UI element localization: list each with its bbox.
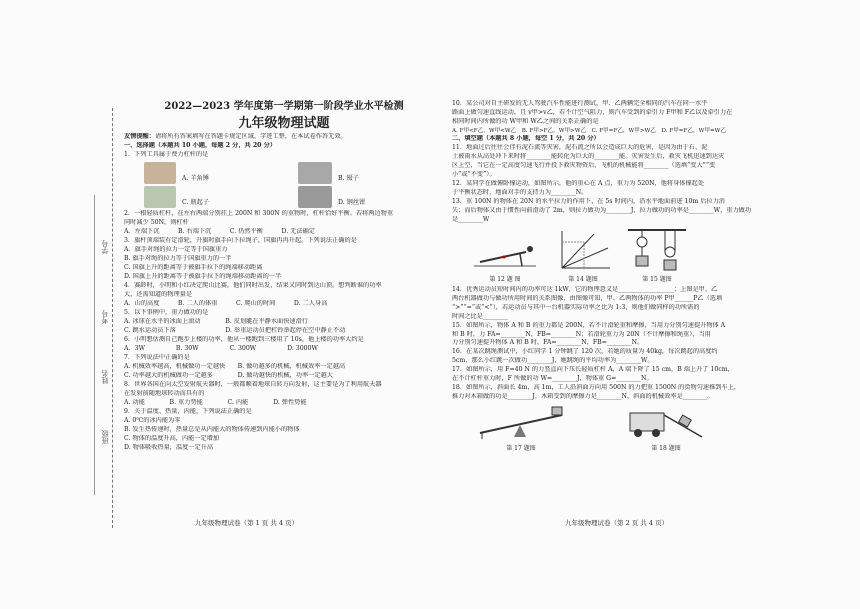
q14-line1: 14．优秀运动员短时间内的功率可达 1kW，它的物理意义是__________________；上图是甲、乙	[452, 285, 718, 293]
q11-line2: 土被雨水从高处冲下来时将________能转化为巨大的________能。灾害发生后，救灾飞机迅速到达灾	[452, 153, 725, 161]
footer-page-2: 九年级物理试卷（第 2 页 共 4 页）	[565, 519, 669, 527]
q1-option-c: C. 瓶起子	[182, 199, 210, 207]
caption-17: 第 17 题图	[506, 445, 536, 453]
figure-18	[626, 405, 706, 454]
q8-options: A. 动能 B. 重力势能 C. 内能 D. 弹性势能	[124, 398, 307, 406]
binding-label-xuehao: 学号	[101, 240, 109, 254]
figure-17	[476, 405, 566, 454]
q16-line2: 5cm，那么小红跳一次做功________J，她跳绳的平均功率为________W。	[452, 357, 654, 365]
incline-truck-figure	[626, 405, 706, 441]
q15-line3: 力分别匀速提升物体 A 和 B 时，FA=________N，FB=________N。	[452, 339, 644, 347]
q2-stem-cont: 同时减少 50N，则杠杆	[124, 219, 189, 227]
q9-option-a: A. 0℃的冰内能为零	[124, 416, 181, 424]
q5-options-ab: A. 冰球在水平的冰面上滚动 B. 皮划艇在平静水面快速滑行	[124, 318, 308, 326]
section-1-heading: 一、选择题（本题共 10 小题，每题 2 分，共 20 分）	[124, 142, 277, 150]
right-column	[452, 100, 782, 455]
left-column	[124, 100, 444, 453]
q9-stem: 9．关于温度、热量、内能，下列说法正确的是	[124, 407, 252, 415]
q8-stem: 8．世界各国在向太空发射航天器时，一般都顺着地球自转方向发射，这主要是为了利用航天器	[124, 381, 382, 388]
q10-options: A. F甲<F乙，W甲<W乙 B. F甲>F乙，W甲>W乙 C. F甲=F乙，W甲>W乙 D. F甲=F乙，W甲=W乙	[452, 127, 726, 134]
binding-label-xingming: 姓名	[101, 370, 109, 384]
q4-stem: 4．赛龄时，小明和小红决定爬山比赛，他们同时出发，结果又同时到达山顶。想判断谁的功率	[124, 282, 382, 290]
q5-stem: 5．以下事例中，重力做功的是	[124, 309, 209, 317]
q17-line2: 在不计杠杆重力时，F 所做的功 W=________J，物体重 G=________N。	[452, 375, 653, 383]
footer-page-1: 九年级物理试卷（第 1 页 共 4 页）	[195, 519, 299, 527]
q4-stem-cont: 大，还需知道的物理量是	[124, 291, 193, 299]
q9-option-c: C. 物体的温度升高，内能一定增加	[124, 434, 220, 442]
exam-title-line1: 2022—2023 学年度第一学期第一阶段学业水平检测	[164, 101, 404, 112]
bottle-opener-image	[144, 186, 176, 208]
q2-stem: 2．一根轻质杠杆，在左右两端分别挂上 200N 和 300N 的重物时，杠杆恰好平衡。若将两边物重	[124, 210, 393, 218]
q3-option-d: D. 国旗上升的距离等于被旗手拉下的绳端移动距离的一半	[124, 273, 282, 281]
q14-line4: 时间之比是________	[452, 312, 508, 320]
q11-line1: 11．地面过后往往会伴有泥石流等灾害，泥石流之所以会造成巨大的危害，是因为由于石、泥	[452, 144, 708, 152]
q8-stem-cont: 在发射前随地球转动而具有的	[124, 389, 205, 397]
q10-stem: 10．某公司对自主研发的无人驾驶汽车性能进行测试，甲、乙两辆完全相同的汽车在同一水平	[452, 100, 708, 107]
caption-18: 第 18 题图	[651, 445, 681, 453]
q9-option-b: B. 发生热传递时，热量总是从内能大的物体传递到内能小的物体	[124, 425, 300, 433]
q13-line3: 是________W	[452, 215, 490, 223]
q2-options: A．左端下沉 B. 右端下沉 C. 仍然平衡 D. 无法确定	[124, 228, 315, 236]
work-time-graph	[554, 228, 612, 272]
q1-images-row2	[124, 186, 444, 208]
q18-line1: 18．如图所示，斜面长 4m，高 1m，工人沿斜面方向用 500N 的力把重 1500N 的货物匀速推到车上，	[452, 384, 741, 392]
binding-write-line	[94, 195, 95, 495]
q6-stem: 6．小明想估测自己跑步上楼的功率，他从一楼跑到三楼用了 10s，他上楼的功率大约是	[124, 336, 364, 344]
section-2-heading: 二、填空题（本题共 8 小题，每空 1 分，共 20 分）	[452, 135, 600, 143]
figure-12	[470, 234, 540, 285]
pushup-figure	[470, 234, 540, 272]
q13-line1: 13．重 100N 的物体在 20N 的水平拉力的作用下，在 5s 时间内，沿水平地面前进 10m 后拉力消	[452, 197, 725, 205]
binding-label-kaohao: 考号	[101, 310, 109, 324]
q18-line2: 推力对木箱做的功是________J，木箱受到的摩擦力是________N，斜面的机械效率是________。	[452, 393, 714, 401]
tweezers-image	[298, 162, 332, 184]
figure-15	[626, 228, 688, 285]
binding-label-banji: 班级	[101, 430, 109, 444]
q4-options: A．山的高度 B. 二人的体重 C. 爬山的时间 D. 二人身高	[124, 300, 328, 308]
q3-option-a: A．旗手对绳的拉力一定等于国旗重力	[124, 246, 228, 254]
tip-label: 友情提醒：	[124, 133, 155, 141]
exam-tip	[124, 133, 444, 142]
figure-14	[554, 228, 612, 285]
q11-line4: 小”或“不变”）。	[452, 171, 496, 178]
q17-line1: 17．如图所示，用 F=40 N 的力竖直向下压长轻质杠杆 A，A 端下降了 15 cm，B 端上升了 10cm，	[452, 366, 734, 374]
binding-dashed-line	[112, 108, 113, 528]
caption-14: 第 14 题图	[568, 275, 598, 283]
q9-option-d: D. 物体吸收热量，温度一定升高	[124, 443, 214, 451]
q7-stem: 7．下列说法中正确的是	[124, 354, 190, 362]
q13-line2: 失；而后物体又由于惯性向前滑动了 2m，则拉力做功为________J，拉力做功的功率是________W，重力做功	[452, 206, 752, 214]
pliers-image	[298, 186, 332, 208]
q11-line3: 区上空，当它在一定高度匀速飞行并投下救灾物资后，飞机的机械能将________（选填“变大”“变	[452, 162, 716, 170]
lever-figure	[476, 405, 566, 441]
q1-option-a: A. 羊角锤	[182, 175, 209, 183]
q1-option-d: D. 钢丝钳	[338, 199, 366, 207]
q3-stem: 3．旗杆顶端装有定滑轮，升旗时旗手向下拉绳子，国旗冉冉升起。下列说法正确的是	[124, 237, 357, 245]
q15-line1: 15．如图所示，物体 A 和 B 的重力都是 200N，若不计滑轮重和摩擦，当用力分别匀速提升物体 A	[452, 321, 726, 329]
pulley-figure	[626, 228, 688, 272]
exam-title-line2: 九年级物理试题	[238, 115, 330, 131]
q10-stem-cont1: 路面上做匀速直线运动，且 v甲>v乙，若不计空气阻力，则汽车受到的牵引力 F甲和 F乙以及牵引力在	[452, 108, 733, 116]
q12-line1: 12．某同学在做俯卧撑运动，如图所示，他的重心在 A 点，重力为 520N，他将身体撑起处	[452, 179, 705, 187]
q16-line1: 16．在某次跳绳测试中，小红同学 1 分钟跳了 120 次，若她的质量为 40kg，每次跳起的高度约	[452, 348, 718, 356]
q5-options-cd: C. 跳水运动员下落 D. 举重运动员把杠铃举起停在空中静止不动	[124, 327, 346, 335]
q14-line2: 两台机器做功与做功所用时间的关系图像，由图像可知，甲、乙两物体的功率 P甲______P乙（选填	[452, 294, 723, 302]
binding-margin	[0, 0, 120, 609]
q10-stem-cont2: 相同时间内所做的功 W甲和 W乙之间的关系正确的是	[452, 117, 599, 125]
figures-row-17-18	[476, 405, 782, 454]
q6-options: A．3W B. 30W C. 300W D. 3000W	[124, 345, 318, 353]
caption-12: 第 12 题 图	[489, 275, 521, 283]
caption-15: 第 15 题图	[642, 275, 672, 283]
q7-options-cd: C. 功率越大的机械做功一定越多 D. 做功越快的机械，功率一定越大	[124, 372, 333, 380]
q3-option-b: B. 旗手对绳的拉力等于国旗重力的一半	[124, 255, 232, 263]
q14-line3: “>”“=”或“<”），若运动员与其中一台机器实际功率之比为 1:3，则他们做同样的功所需的	[452, 303, 700, 311]
q3-option-c: C. 国旗上升的距离等于被旗手拉下的绳端移动距离	[124, 264, 263, 272]
q1-stem: 1．下列工具属于费力杠杆的是	[124, 151, 209, 159]
tip-text: 请将所有答案填写在答题卡规定区域，字迹工整，在本试卷作答无效。	[154, 133, 347, 141]
figures-row-12-15	[470, 228, 782, 285]
q12-line2: 于平衡状态时，地面对手的支持力为________N。	[452, 188, 588, 196]
hammer-image	[144, 162, 176, 184]
q7-options-ab: A. 机械效率越高，机械做功一定越快 B. 做功越多的机械，机械效率一定越高	[124, 363, 346, 371]
q1-option-b: B. 镊子	[338, 175, 359, 183]
q1-images-row1	[124, 162, 444, 184]
q15-line2: 和 B 时，力 FA=________N，FB=________N；若滑轮重力为 20N（不计摩擦和绳重），当用	[452, 330, 711, 338]
